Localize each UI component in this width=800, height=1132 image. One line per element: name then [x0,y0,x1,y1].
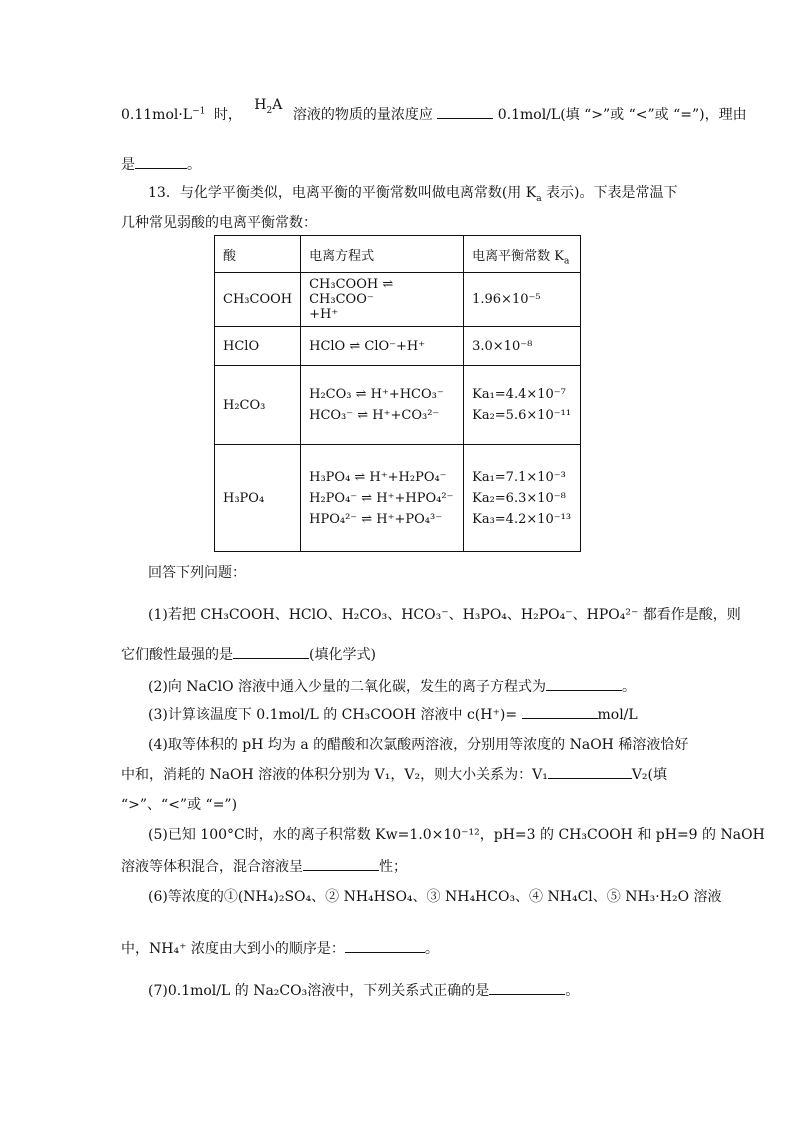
header-constant: 电离平衡常数 $K_a$ [464,236,581,273]
reason-label: 是 [121,157,135,173]
answer-blank-4[interactable] [548,764,632,779]
table-row [215,366,581,445]
q13-part5-line1: (5)已知 100°C时，水的离子积常数 Kw=1.0×10⁻¹²，pH=3 的 CH₃COOH 和 pH=9 的 NaOH [148,827,765,843]
equation-cell: H₃PO₄ ⇌ H⁺+H₂PO₄⁻ H₂PO₄⁻ ⇌ H⁺+HPO₄²⁻ HPO₄²⁻ ⇌ H⁺+PO₄³⁻ [301,445,464,552]
solution-text: 溶液的物质的量浓度应 [292,107,433,123]
q13-part4-line1: (4)取等体积的 pH 均为 a 的醋酸和次氯酸两溶液，分别用等浓度的 NaOH 稀溶液恰好 [148,737,689,753]
fill-instruction: 0.1mol/L(填 “>”或 “<”或 “=”)，理由 [497,107,747,123]
equation-cell: HClO ⇌ ClO⁻+H⁺ [301,327,464,366]
answer-blank-5[interactable] [303,856,379,871]
q13-part7: (7)0.1mol/L 的 Na₂CO₃溶液中，下列关系式正确的是 。 [148,980,579,1000]
answer-blank-reason[interactable] [135,154,187,169]
constant-cell: 3.0×10⁻⁸ [464,327,581,366]
conc-text: 0.11mol·L [121,107,193,123]
answer-blank-3[interactable] [522,704,598,719]
acid-constants-table [214,235,581,552]
constant-cell: Ka₁=7.1×10⁻³ Ka₂=6.3×10⁻⁸ Ka₃=4.2×10⁻¹³ [464,445,581,552]
q13-part4-line2: 中和，消耗的 NaOH 溶液的体积分别为 V₁，V₂，则大小关系为：V₁ V₂(填 [121,764,667,784]
answer-blank-1[interactable] [233,644,309,659]
equation-cell: H₂CO₃ ⇌ H⁺+HCO₃⁻ HCO₃⁻ ⇌ H⁺+CO₃²⁻ [301,366,464,445]
answer-blank-2[interactable] [546,676,622,691]
answer-blank-7[interactable] [489,980,565,995]
q13-part5-line2: 溶液等体积混合，混合溶液呈 性； [121,856,407,876]
when-text: 时， [213,107,242,123]
h2a-formula: $H_2A$ [254,97,283,116]
q13-part1-line2: 它们酸性最强的是 (填化学式) [121,644,376,664]
acid-name: H₃PO₄ [215,445,301,552]
answer-prompt: 回答下列问题： [148,565,246,581]
q13-part2: (2)向 NaClO 溶液中通入少量的二氧化碳，发生的离子方程式为 。 [148,676,636,696]
table-row [215,445,581,552]
header-acid: 酸 [215,236,301,273]
acid-name: CH₃COOH [215,273,301,327]
table-row [215,273,581,327]
top-line-2: 是 。 [121,154,201,174]
q13-part6-line1: (6)等浓度的①(NH₄)₂SO₄、② NH₄HSO₄、③ NH₄HCO₃、④ NH₄Cl、⑤ NH₃·H₂O 溶液 [148,889,722,905]
constant-cell: 1.96×10⁻⁵ [464,273,581,327]
conc-sup: −1 [192,106,206,117]
top-line-1 [121,97,747,124]
table-header-row [215,236,581,273]
q13-intro-2: 几种常见弱酸的电离平衡常数： [121,215,317,231]
header-equation: 电离方程式 [301,236,464,273]
equation-cell: CH₃COOH ⇌ CH₃COO⁻ +H⁺ [301,273,464,327]
q13-part3: (3)计算该温度下 0.1mol/L 的 CH₃COOH 溶液中 c(H⁺)= mol/L [148,704,638,724]
answer-blank-top-1[interactable] [437,104,493,119]
acid-name: H₂CO₃ [215,366,301,445]
table-row [215,327,581,366]
q13-part4-line3: “>”、“<”或 “=”) [121,797,238,813]
q13-part1-line1: (1)若把 CH₃COOH、HClO、H₂CO₃、HCO₃⁻、H₃PO₄、H₂PO₄⁻、HPO₄²⁻ 都看作是酸，则 [148,607,741,623]
q13-part6-line2: 中，NH₄⁺ 浓度由大到小的顺序是： 。 [121,938,439,958]
acid-name: HClO [215,327,301,366]
q13-intro-1: 13．与化学平衡类似，电离平衡的平衡常数叫做电离常数(用 $K_a$ 表示)。下表是常温下 [148,185,678,204]
constant-cell: Ka₁=4.4×10⁻⁷ Ka₂=5.6×10⁻¹¹ [464,366,581,445]
answer-blank-6[interactable] [345,938,425,953]
